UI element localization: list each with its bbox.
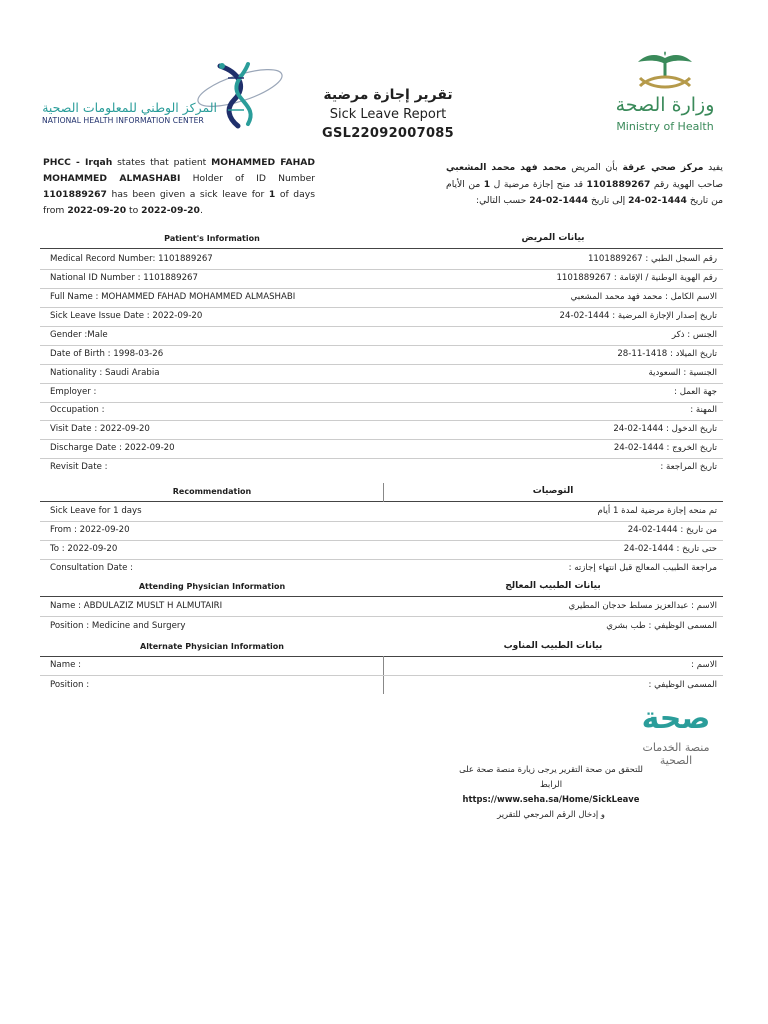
row-label-en: From : 2022-09-20	[50, 525, 130, 535]
patient-info-heading-en: Patient's Information	[164, 234, 260, 243]
row-label-en: National ID Number : 1101889267	[50, 273, 198, 283]
patient-row-occupation	[40, 401, 723, 421]
intro-to-ar: 1444-02-24	[529, 195, 589, 206]
seha-subtitle: منصة الخدمات الصحية	[642, 741, 710, 767]
alternate-physician-header	[40, 638, 723, 657]
intro-text: to	[126, 205, 142, 216]
row-label-ar: تم منحه إجازة مرضية لمدة 1 أيام	[597, 506, 717, 516]
row-label-ar: رقم السجل الطبي : 1101889267	[587, 254, 717, 264]
row-label-en: Full Name : MOHAMMED FAHAD MOHAMMED ALMASHABI	[50, 292, 296, 302]
row-label-en: Sick Leave for 1 days	[50, 506, 142, 516]
intro-days-en: 1	[268, 189, 276, 200]
row-label-en: Nationality : Saudi Arabia	[50, 368, 160, 378]
intro-text: حسب التالي:	[476, 195, 530, 206]
row-label-ar: الجنس : ذكر	[671, 330, 717, 340]
alternate-heading-ar: بيانات الطبيب المناوب	[503, 641, 603, 651]
intro-org-en: PHCC - Irqah	[43, 157, 113, 168]
intro-text: states that patient	[112, 157, 212, 168]
report-id: GSL22092007085	[321, 126, 455, 141]
row-label-ar: تاريخ إصدار الإجازة المرضية : 1444-02-24	[559, 311, 717, 321]
patient-row-employer	[40, 383, 723, 403]
patient-row-visit-date	[40, 420, 723, 440]
nhic-name-en: NATIONAL HEALTH INFORMATION CENTER	[42, 116, 204, 125]
intro-text: of days from	[43, 189, 315, 216]
patient-row-issue-date	[40, 307, 723, 327]
row-label-ar: حتى تاريخ : 1444-02-24	[623, 544, 717, 554]
patient-row-gender	[40, 326, 723, 346]
patient-row-discharge-date	[40, 439, 723, 459]
verify-text: و إدخال الرقم المرجعي للتقرير	[497, 809, 605, 819]
row-label-ar: تاريخ الميلاد : 1418-11-28	[617, 349, 717, 359]
patient-row-full-name	[40, 288, 723, 308]
row-label-ar: مراجعة الطبيب المعالج قبل انتهاء إجازته :	[568, 563, 717, 573]
seha-logo-text: صحة	[641, 701, 711, 736]
report-title-en: Sick Leave Report	[329, 107, 447, 122]
patient-row-revisit-date	[40, 458, 723, 477]
attending-row-position	[40, 617, 723, 636]
alternate-row-position	[40, 676, 723, 695]
intro-text: قد منح إجازة مرضية ل	[490, 178, 587, 190]
recommendation-row-consultation	[40, 559, 723, 578]
intro-text: إلى تاريخ	[588, 195, 629, 206]
row-label-ar: الاسم : عبدالعزيز مسلط حدجان المطيري	[568, 601, 717, 611]
moh-name-en: Ministry of Health	[616, 120, 714, 133]
intro-text: بأن المريض	[566, 162, 623, 173]
row-label-ar: من تاريخ : 1444-02-24	[627, 525, 717, 535]
intro-id-en: 1101889267	[43, 189, 107, 200]
patient-row-nationality	[40, 364, 723, 384]
recommendation-header	[40, 483, 723, 502]
verification-note	[452, 762, 650, 822]
row-label-en: Name :	[50, 660, 81, 670]
row-label-ar: المسمى الوظيفي : طب بشري	[606, 621, 717, 631]
intro-text: صاحب الهوية رقم	[650, 178, 723, 190]
row-label-ar: الاسم :	[691, 660, 717, 670]
intro-id-ar: 1101889267	[586, 178, 651, 190]
row-label-en: Discharge Date : 2022-09-20	[50, 443, 175, 453]
intro-text: Holder of ID Number	[180, 173, 316, 184]
intro-text: .	[199, 205, 203, 216]
verify-text: للتحقق من صحة التقرير يرجى زيارة منصة صحة على الرابط	[459, 764, 643, 789]
row-label-en: Occupation :	[50, 405, 105, 415]
intro-org-ar: مركز صحي عرقة	[622, 162, 704, 173]
recommendation-row-from	[40, 521, 723, 541]
patient-row-mrn	[40, 250, 723, 270]
attending-heading-ar: بيانات الطبيب المعالج	[505, 581, 601, 591]
row-label-en: Consultation Date :	[50, 563, 134, 573]
intro-statement-en	[43, 155, 315, 219]
patient-row-national-id	[40, 269, 723, 289]
intro-statement-ar	[446, 160, 723, 210]
intro-text: has been given a sick leave for	[106, 189, 269, 200]
alternate-row-name	[40, 656, 723, 676]
intro-text: يفيد	[703, 162, 723, 173]
row-label-en: Revisit Date :	[50, 462, 108, 472]
row-label-ar: تاريخ المراجعة :	[660, 462, 717, 472]
palm-emblem-icon	[604, 50, 726, 94]
row-label-ar: المسمى الوظيفي :	[648, 680, 717, 690]
row-label-ar: تاريخ الخروج : 1444-02-24	[613, 443, 717, 453]
seha-logo	[626, 701, 726, 767]
row-label-en: Date of Birth : 1998-03-26	[50, 349, 164, 359]
moh-name-ar: وزارة الصحة	[615, 94, 715, 116]
report-title-block	[300, 86, 476, 143]
row-label-en: Employer :	[50, 387, 97, 397]
row-label-en: Gender :Male	[50, 330, 108, 340]
row-label-ar: رقم الهوية الوطنية / الإقامة : 1101889267	[556, 273, 717, 283]
row-label-ar: الاسم الكامل : محمد فهد محمد المشعبي	[570, 292, 717, 302]
alternate-heading-en: Alternate Physician Information	[140, 642, 284, 651]
row-label-en: Visit Date : 2022-09-20	[50, 424, 150, 434]
recommendation-row-days	[40, 502, 723, 522]
attending-row-name	[40, 597, 723, 617]
row-label-en: Sick Leave Issue Date : 2022-09-20	[50, 311, 203, 321]
intro-text: من الأيام من تاريخ	[446, 178, 723, 206]
nhic-logo	[42, 60, 292, 130]
attending-heading-en: Attending Physician Information	[138, 582, 286, 591]
recommendation-heading-en: Recommendation	[172, 487, 252, 496]
row-label-ar: المهنة :	[690, 405, 717, 415]
row-label-ar: جهة العمل :	[674, 387, 717, 397]
row-label-ar: الجنسية : السعودية	[648, 368, 717, 378]
patient-row-dob	[40, 345, 723, 365]
column-divider	[383, 483, 384, 502]
row-label-en: Medical Record Number: 1101889267	[50, 254, 213, 264]
intro-to-en: 2022-09-20	[141, 205, 200, 216]
report-title-ar: تقرير إجازة مرضية	[323, 87, 453, 103]
intro-patient-en: MOHAMMED FAHAD MOHAMMED ALMASHABI	[43, 157, 315, 184]
intro-patient-ar: محمد فهد محمد المشعبي	[446, 162, 567, 173]
row-label-en: To : 2022-09-20	[50, 544, 118, 554]
intro-days-ar: 1	[483, 178, 491, 190]
row-label-ar: تاريخ الدخول : 1444-02-24	[613, 424, 717, 434]
attending-physician-header	[40, 578, 723, 597]
row-label-en: Position : Medicine and Surgery	[50, 621, 186, 631]
verify-link[interactable]: https://www.seha.sa/Home/SickLeave	[462, 794, 640, 804]
moh-logo	[604, 50, 726, 138]
row-label-en: Name : ABDULAZIZ MUSLT H ALMUTAIRI	[50, 601, 223, 611]
recommendation-heading-ar: التوصيات	[532, 486, 574, 496]
recommendation-row-to	[40, 540, 723, 560]
row-label-en: Position :	[50, 680, 90, 690]
patient-info-heading-ar: بيانات المريض	[521, 233, 585, 243]
intro-from-en: 2022-09-20	[67, 205, 127, 216]
patient-info-header	[40, 230, 723, 249]
intro-from-ar: 1444-02-24	[628, 195, 687, 206]
nhic-name-ar: المركز الوطني للمعلومات الصحية	[42, 100, 217, 115]
